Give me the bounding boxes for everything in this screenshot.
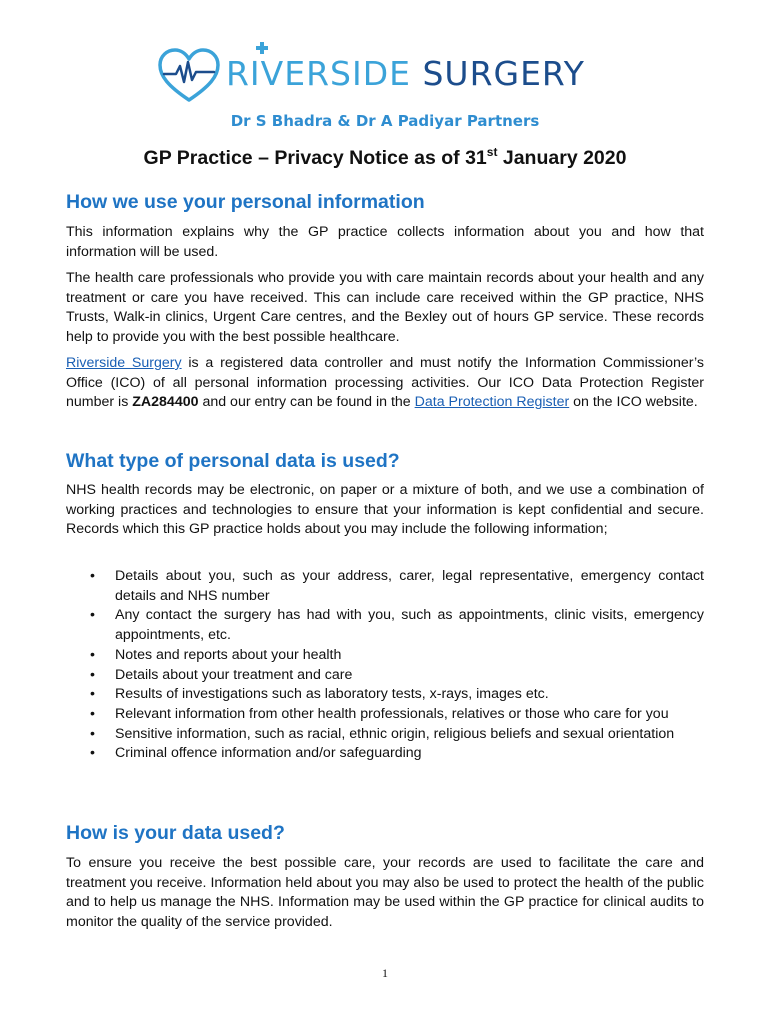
paragraph-intro: This information explains why the GP practice collects information about you and how that information will be used. [66, 224, 704, 260]
paragraph-data-controller [66, 354, 704, 413]
p3-text-a: is a registered data controller and must notify the Information Commissioner’s Office (ICO) of all personal information processing activities. Our ICO Data Protection Register number is [66, 355, 704, 411]
title-superscript: st [486, 145, 498, 159]
list-item: • Details about you, such as your address, carer, legal representative, emergency contact details and NHS number [66, 567, 704, 606]
heart-pulse-icon [158, 48, 220, 104]
section-heading-how-we-use: How we use your personal information [66, 191, 425, 213]
logo-wordmark [226, 54, 585, 94]
p3-text-b: and our entry can be found in the [198, 394, 415, 411]
riverside-surgery-logo [158, 40, 618, 110]
list-item: • Notes and reports about your health [66, 646, 704, 666]
p3-text-c: on the ICO website. [569, 394, 698, 411]
partners-line: Dr S Bhadra & Dr A Padiyar Partners [230, 112, 540, 130]
list-item: • Criminal offence information and/or safeguarding [66, 744, 704, 764]
title-tail: January 2020 [497, 147, 627, 169]
list-item: • Sensitive information, such as racial, ethnic origin, religious beliefs and sexual orientation [66, 725, 704, 745]
paragraph-records-format: NHS health records may be electronic, on paper or a mixture of both, and we use a combination of working practices and technologies to ensure that your information is kept confidential and secure. Records which this GP practice holds about you may include the following information; [66, 482, 704, 538]
section-heading-data-type: What type of personal data is used? [66, 450, 400, 472]
logo-surgery-text: SURGERY [422, 54, 585, 93]
information-list [66, 567, 704, 764]
ico-register-number: ZA284400 [132, 394, 199, 411]
list-item: • Any contact the surgery has had with you, such as appointments, clinic visits, emergency appointments, etc. [66, 606, 704, 645]
document-title [0, 145, 770, 170]
cross-icon [256, 42, 268, 54]
list-item: • Results of investigations such as laboratory tests, x-rays, images etc. [66, 685, 704, 705]
data-protection-register-link[interactable]: Data Protection Register [414, 394, 570, 411]
logo-riverside-text: RIVERSIDE [226, 54, 411, 93]
riverside-surgery-link[interactable]: Riverside Surgery [66, 355, 182, 371]
section-heading-data-usage: How is your data used? [66, 822, 285, 844]
page-number: 1 [382, 966, 388, 980]
list-item: • Details about your treatment and care [66, 666, 704, 686]
paragraph-data-usage: To ensure you receive the best possible care, your records are used to facilitate the care and treatment you receive. Information held about you may also be used to protect the health of the public and to help us manage the NHS. Information may be used within the GP practice for clinical audits to monitor the quality of the service provided. [66, 855, 704, 931]
paragraph-health-records: The health care professionals who provide you with care maintain records about your health and any treatment or care you have received. This can include care received within the GP practice, NHS Trusts, Walk-in clinics, Urgent Care centres, and the Bexley out of hours GP service. These records help to provide you with the best possible healthcare. [66, 270, 704, 346]
list-item: • Relevant information from other health professionals, relatives or those who care for you [66, 705, 704, 725]
title-main: GP Practice – Privacy Notice as of 31 [143, 147, 487, 169]
